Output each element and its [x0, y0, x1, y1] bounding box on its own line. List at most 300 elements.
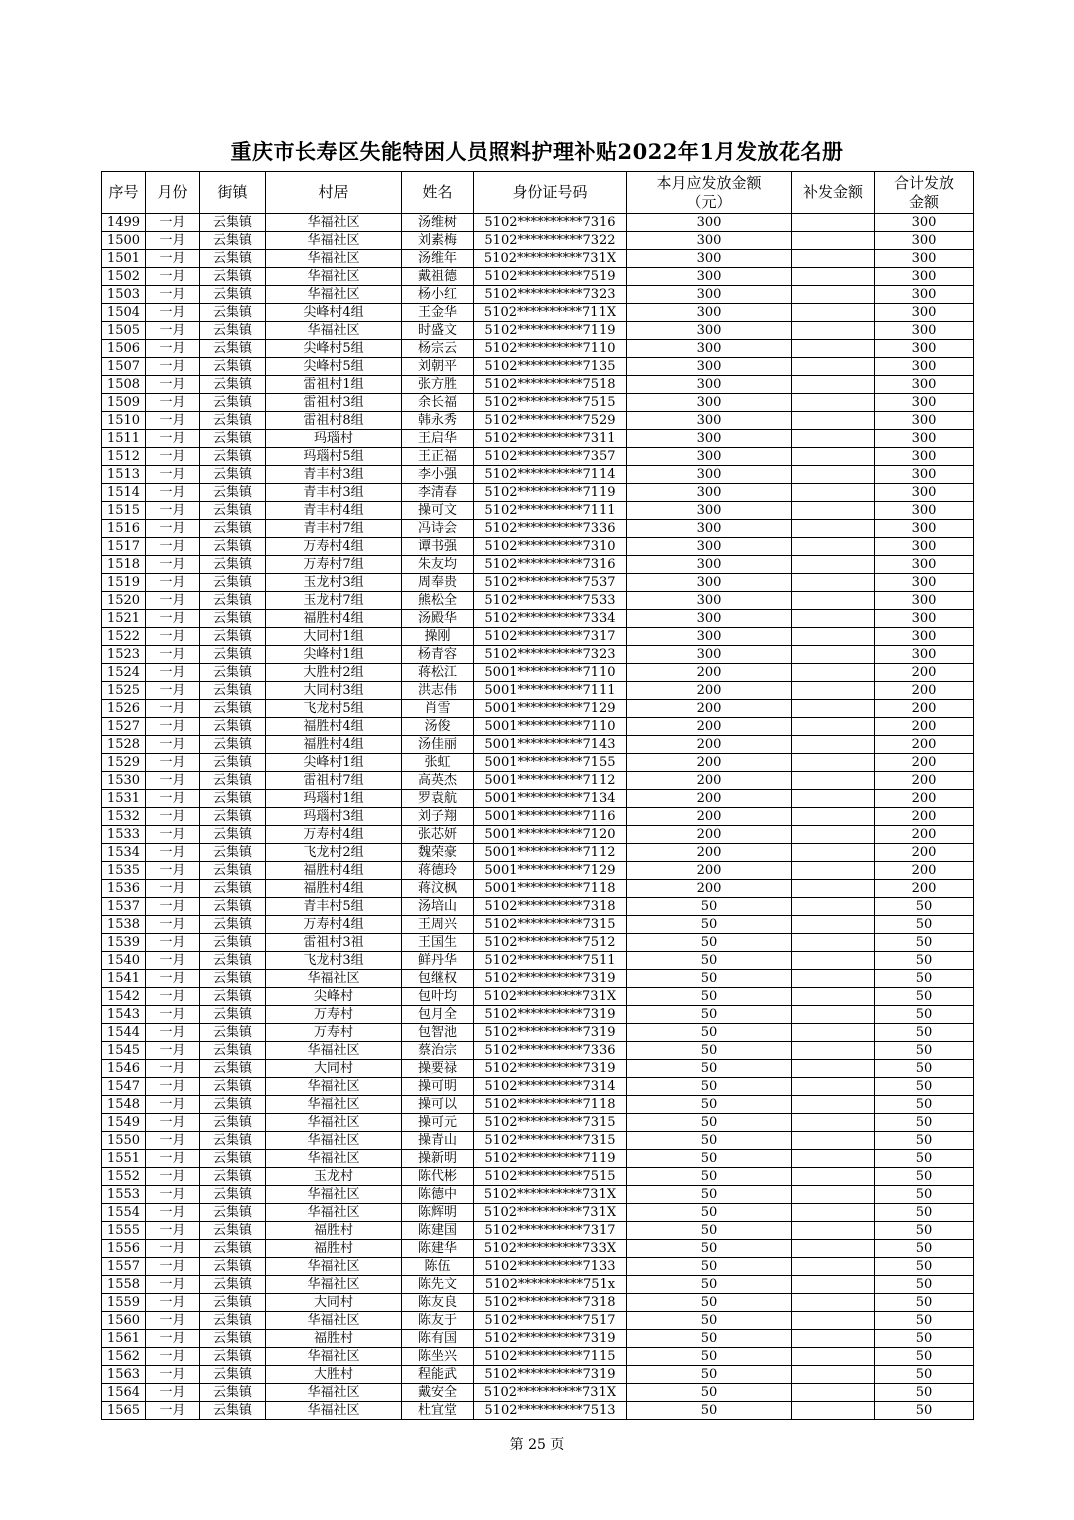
- table-row: [102, 592, 974, 610]
- name-cell: 熊松全: [402, 592, 474, 610]
- table-row: [102, 1312, 974, 1330]
- header-monthly-amount-label: 本月应发放金额（元）: [656, 173, 762, 211]
- town-cell: 云集镇: [200, 1366, 266, 1384]
- total-amount-cell: 300: [875, 268, 974, 286]
- monthly-amount-cell: 300: [627, 394, 792, 412]
- serial-cell: 1524: [102, 664, 146, 682]
- month-cell: 一月: [146, 394, 200, 412]
- table-row: [102, 394, 974, 412]
- town-cell: 云集镇: [200, 700, 266, 718]
- serial-cell: 1536: [102, 880, 146, 898]
- town-cell: 云集镇: [200, 538, 266, 556]
- village-cell: 飞龙村2组: [266, 844, 402, 862]
- town-cell: 云集镇: [200, 1348, 266, 1366]
- monthly-amount-cell: 50: [627, 1348, 792, 1366]
- monthly-amount-cell: 300: [627, 610, 792, 628]
- supplement-amount-cell: [792, 952, 875, 970]
- serial-cell: 1529: [102, 754, 146, 772]
- monthly-amount-cell: 200: [627, 808, 792, 826]
- village-cell: 玉龙村: [266, 1168, 402, 1186]
- id-number-cell: 5001**********7116: [474, 808, 627, 826]
- total-amount-cell: 200: [875, 664, 974, 682]
- town-cell: 云集镇: [200, 610, 266, 628]
- town-cell: 云集镇: [200, 1294, 266, 1312]
- supplement-amount-cell: [792, 466, 875, 484]
- serial-cell: 1515: [102, 502, 146, 520]
- table-row: [102, 268, 974, 286]
- total-amount-cell: 300: [875, 628, 974, 646]
- total-amount-cell: 50: [875, 1024, 974, 1042]
- monthly-amount-cell: 50: [627, 952, 792, 970]
- id-number-cell: 5001**********7129: [474, 700, 627, 718]
- supplement-amount-cell: [792, 502, 875, 520]
- serial-cell: 1531: [102, 790, 146, 808]
- monthly-amount-cell: 50: [627, 1330, 792, 1348]
- table-row: [102, 286, 974, 304]
- supplement-amount-cell: [792, 736, 875, 754]
- total-amount-cell: 300: [875, 592, 974, 610]
- town-cell: 云集镇: [200, 358, 266, 376]
- month-cell: 一月: [146, 1060, 200, 1078]
- header-name: 姓名: [402, 172, 474, 214]
- supplement-amount-cell: [792, 286, 875, 304]
- name-cell: 操可元: [402, 1114, 474, 1132]
- monthly-amount-cell: 200: [627, 718, 792, 736]
- total-amount-cell: 50: [875, 1078, 974, 1096]
- village-cell: 青丰村7组: [266, 520, 402, 538]
- name-cell: 汤佳丽: [402, 736, 474, 754]
- town-cell: 云集镇: [200, 412, 266, 430]
- table-row: [102, 448, 974, 466]
- serial-cell: 1545: [102, 1042, 146, 1060]
- id-number-cell: 5102**********7323: [474, 286, 627, 304]
- table-row: [102, 466, 974, 484]
- town-cell: 云集镇: [200, 448, 266, 466]
- town-cell: 云集镇: [200, 394, 266, 412]
- supplement-amount-cell: [792, 1204, 875, 1222]
- supplement-amount-cell: [792, 538, 875, 556]
- name-cell: 操可明: [402, 1078, 474, 1096]
- month-cell: 一月: [146, 988, 200, 1006]
- header-total-amount: [875, 172, 974, 214]
- serial-cell: 1552: [102, 1168, 146, 1186]
- table-row: [102, 556, 974, 574]
- monthly-amount-cell: 300: [627, 232, 792, 250]
- month-cell: 一月: [146, 934, 200, 952]
- monthly-amount-cell: 300: [627, 628, 792, 646]
- month-cell: 一月: [146, 250, 200, 268]
- serial-cell: 1538: [102, 916, 146, 934]
- monthly-amount-cell: 300: [627, 466, 792, 484]
- name-cell: 包月全: [402, 1006, 474, 1024]
- town-cell: 云集镇: [200, 826, 266, 844]
- total-amount-cell: 50: [875, 1132, 974, 1150]
- supplement-amount-cell: [792, 934, 875, 952]
- monthly-amount-cell: 50: [627, 1384, 792, 1402]
- total-amount-cell: 50: [875, 1312, 974, 1330]
- village-cell: 玛瑙村5组: [266, 448, 402, 466]
- supplement-amount-cell: [792, 340, 875, 358]
- id-number-cell: 5102**********711X: [474, 304, 627, 322]
- table-row: [102, 754, 974, 772]
- serial-cell: 1547: [102, 1078, 146, 1096]
- village-cell: 华福社区: [266, 970, 402, 988]
- id-number-cell: 5102**********7315: [474, 1132, 627, 1150]
- table-row: [102, 1114, 974, 1132]
- document-title: 重庆市长寿区失能特困人员照料护理补贴2022年1月发放花名册: [230, 139, 844, 164]
- name-cell: 洪志伟: [402, 682, 474, 700]
- serial-cell: 1561: [102, 1330, 146, 1348]
- total-amount-cell: 50: [875, 1330, 974, 1348]
- table-row: [102, 1330, 974, 1348]
- village-cell: 飞龙村5组: [266, 700, 402, 718]
- month-cell: 一月: [146, 1186, 200, 1204]
- id-number-cell: 5001**********7120: [474, 826, 627, 844]
- table-row: [102, 1078, 974, 1096]
- total-amount-cell: 300: [875, 484, 974, 502]
- supplement-amount-cell: [792, 844, 875, 862]
- serial-cell: 1546: [102, 1060, 146, 1078]
- monthly-amount-cell: 300: [627, 340, 792, 358]
- month-cell: 一月: [146, 1132, 200, 1150]
- village-cell: 华福社区: [266, 1150, 402, 1168]
- total-amount-cell: 50: [875, 1276, 974, 1294]
- id-number-cell: 5102**********7110: [474, 340, 627, 358]
- village-cell: 尖峰村1组: [266, 646, 402, 664]
- town-cell: 云集镇: [200, 1240, 266, 1258]
- name-cell: 陈友良: [402, 1294, 474, 1312]
- total-amount-cell: 300: [875, 376, 974, 394]
- supplement-amount-cell: [792, 628, 875, 646]
- total-amount-cell: 50: [875, 1384, 974, 1402]
- town-cell: 云集镇: [200, 682, 266, 700]
- table-row: [102, 628, 974, 646]
- monthly-amount-cell: 50: [627, 1024, 792, 1042]
- name-cell: 蒋德玲: [402, 862, 474, 880]
- town-cell: 云集镇: [200, 1168, 266, 1186]
- supplement-amount-cell: [792, 880, 875, 898]
- table-row: [102, 430, 974, 448]
- id-number-cell: 5102**********7322: [474, 232, 627, 250]
- monthly-amount-cell: 300: [627, 250, 792, 268]
- monthly-amount-cell: 300: [627, 556, 792, 574]
- month-cell: 一月: [146, 682, 200, 700]
- total-amount-cell: 50: [875, 1060, 974, 1078]
- table-row: [102, 718, 974, 736]
- village-cell: 华福社区: [266, 286, 402, 304]
- monthly-amount-cell: 300: [627, 412, 792, 430]
- supplement-amount-cell: [792, 898, 875, 916]
- id-number-cell: 5102**********7119: [474, 1150, 627, 1168]
- monthly-amount-cell: 50: [627, 1312, 792, 1330]
- month-cell: 一月: [146, 970, 200, 988]
- serial-cell: 1555: [102, 1222, 146, 1240]
- supplement-amount-cell: [792, 232, 875, 250]
- village-cell: 华福社区: [266, 232, 402, 250]
- id-number-cell: 5102**********7311: [474, 430, 627, 448]
- table-body: [102, 214, 974, 1420]
- town-cell: 云集镇: [200, 1312, 266, 1330]
- name-cell: 陈坐兴: [402, 1348, 474, 1366]
- month-cell: 一月: [146, 466, 200, 484]
- table-row: [102, 646, 974, 664]
- serial-cell: 1505: [102, 322, 146, 340]
- month-cell: 一月: [146, 1168, 200, 1186]
- serial-cell: 1558: [102, 1276, 146, 1294]
- month-cell: 一月: [146, 898, 200, 916]
- village-cell: 华福社区: [266, 1132, 402, 1150]
- monthly-amount-cell: 200: [627, 664, 792, 682]
- name-cell: 罗袁航: [402, 790, 474, 808]
- month-cell: 一月: [146, 664, 200, 682]
- town-cell: 云集镇: [200, 1132, 266, 1150]
- supplement-amount-cell: [792, 268, 875, 286]
- total-amount-cell: 200: [875, 754, 974, 772]
- supplement-amount-cell: [792, 916, 875, 934]
- monthly-amount-cell: 50: [627, 1186, 792, 1204]
- month-cell: 一月: [146, 952, 200, 970]
- supplement-amount-cell: [792, 1132, 875, 1150]
- header-town: 街镇: [200, 172, 266, 214]
- month-cell: 一月: [146, 376, 200, 394]
- supplement-amount-cell: [792, 700, 875, 718]
- serial-cell: 1540: [102, 952, 146, 970]
- month-cell: 一月: [146, 358, 200, 376]
- month-cell: 一月: [146, 1222, 200, 1240]
- table-row: [102, 1006, 974, 1024]
- village-cell: 华福社区: [266, 1276, 402, 1294]
- name-cell: 杜宜堂: [402, 1402, 474, 1420]
- supplement-amount-cell: [792, 1312, 875, 1330]
- table-row: [102, 700, 974, 718]
- monthly-amount-cell: 50: [627, 934, 792, 952]
- monthly-amount-cell: 50: [627, 1168, 792, 1186]
- supplement-amount-cell: [792, 592, 875, 610]
- id-number-cell: 5102**********7319: [474, 1330, 627, 1348]
- serial-cell: 1518: [102, 556, 146, 574]
- village-cell: 大同村: [266, 1060, 402, 1078]
- serial-cell: 1554: [102, 1204, 146, 1222]
- town-cell: 云集镇: [200, 898, 266, 916]
- id-number-cell: 5102**********7529: [474, 412, 627, 430]
- village-cell: 大同村1组: [266, 628, 402, 646]
- total-amount-cell: 50: [875, 1240, 974, 1258]
- month-cell: 一月: [146, 844, 200, 862]
- id-number-cell: 5102**********7111: [474, 502, 627, 520]
- monthly-amount-cell: 300: [627, 502, 792, 520]
- total-amount-cell: 50: [875, 1348, 974, 1366]
- monthly-amount-cell: 50: [627, 1006, 792, 1024]
- month-cell: 一月: [146, 826, 200, 844]
- serial-cell: 1564: [102, 1384, 146, 1402]
- supplement-amount-cell: [792, 1276, 875, 1294]
- table-row: [102, 1060, 974, 1078]
- monthly-amount-cell: 50: [627, 1222, 792, 1240]
- supplement-amount-cell: [792, 646, 875, 664]
- supplement-amount-cell: [792, 1096, 875, 1114]
- table-row: [102, 988, 974, 1006]
- month-cell: 一月: [146, 1096, 200, 1114]
- name-cell: 余长福: [402, 394, 474, 412]
- name-cell: 蒋松江: [402, 664, 474, 682]
- monthly-amount-cell: 300: [627, 574, 792, 592]
- village-cell: 华福社区: [266, 1384, 402, 1402]
- table-row: [102, 340, 974, 358]
- village-cell: 福胜村: [266, 1222, 402, 1240]
- id-number-cell: 5102**********7114: [474, 466, 627, 484]
- village-cell: 华福社区: [266, 1204, 402, 1222]
- name-cell: 蔡治宗: [402, 1042, 474, 1060]
- monthly-amount-cell: 300: [627, 376, 792, 394]
- town-cell: 云集镇: [200, 376, 266, 394]
- id-number-cell: 5001**********7110: [474, 664, 627, 682]
- town-cell: 云集镇: [200, 1042, 266, 1060]
- id-number-cell: 5102**********7319: [474, 1024, 627, 1042]
- town-cell: 云集镇: [200, 862, 266, 880]
- village-cell: 雷祖村3组: [266, 394, 402, 412]
- name-cell: 陈友于: [402, 1312, 474, 1330]
- table-row: [102, 1366, 974, 1384]
- town-cell: 云集镇: [200, 970, 266, 988]
- name-cell: 汤维树: [402, 214, 474, 232]
- village-cell: 福胜村4组: [266, 880, 402, 898]
- total-amount-cell: 50: [875, 1402, 974, 1420]
- month-cell: 一月: [146, 1348, 200, 1366]
- serial-cell: 1537: [102, 898, 146, 916]
- name-cell: 程能武: [402, 1366, 474, 1384]
- village-cell: 雷祖村8组: [266, 412, 402, 430]
- id-number-cell: 5102**********7316: [474, 214, 627, 232]
- month-cell: 一月: [146, 556, 200, 574]
- serial-cell: 1532: [102, 808, 146, 826]
- village-cell: 玛瑙村3组: [266, 808, 402, 826]
- village-cell: 雷祖村1组: [266, 376, 402, 394]
- table-row: [102, 502, 974, 520]
- id-number-cell: 5102**********7119: [474, 322, 627, 340]
- name-cell: 张芯妍: [402, 826, 474, 844]
- serial-cell: 1559: [102, 1294, 146, 1312]
- village-cell: 华福社区: [266, 1312, 402, 1330]
- town-cell: 云集镇: [200, 1024, 266, 1042]
- village-cell: 万寿村7组: [266, 556, 402, 574]
- supplement-amount-cell: [792, 394, 875, 412]
- table-row: [102, 808, 974, 826]
- month-cell: 一月: [146, 412, 200, 430]
- village-cell: 华福社区: [266, 322, 402, 340]
- supplement-amount-cell: [792, 1168, 875, 1186]
- village-cell: 华福社区: [266, 268, 402, 286]
- town-cell: 云集镇: [200, 880, 266, 898]
- town-cell: 云集镇: [200, 1276, 266, 1294]
- town-cell: 云集镇: [200, 214, 266, 232]
- serial-cell: 1510: [102, 412, 146, 430]
- id-number-cell: 5001**********7118: [474, 880, 627, 898]
- monthly-amount-cell: 300: [627, 430, 792, 448]
- serial-cell: 1527: [102, 718, 146, 736]
- total-amount-cell: 50: [875, 970, 974, 988]
- town-cell: 云集镇: [200, 1330, 266, 1348]
- id-number-cell: 5102**********7336: [474, 1042, 627, 1060]
- monthly-amount-cell: 200: [627, 754, 792, 772]
- town-cell: 云集镇: [200, 232, 266, 250]
- month-cell: 一月: [146, 772, 200, 790]
- header-serial: 序号: [102, 172, 146, 214]
- name-cell: 韩永秀: [402, 412, 474, 430]
- total-amount-cell: 300: [875, 520, 974, 538]
- name-cell: 魏荣豪: [402, 844, 474, 862]
- month-cell: 一月: [146, 1114, 200, 1132]
- town-cell: 云集镇: [200, 646, 266, 664]
- name-cell: 汤俊: [402, 718, 474, 736]
- village-cell: 玉龙村7组: [266, 592, 402, 610]
- id-number-cell: 5001**********7143: [474, 736, 627, 754]
- town-cell: 云集镇: [200, 250, 266, 268]
- village-cell: 青丰村3组: [266, 484, 402, 502]
- id-number-cell: 5102**********7317: [474, 1222, 627, 1240]
- village-cell: 大胜村2组: [266, 664, 402, 682]
- supplement-amount-cell: [792, 1366, 875, 1384]
- name-cell: 王启华: [402, 430, 474, 448]
- name-cell: 陈建国: [402, 1222, 474, 1240]
- page-number: 第 25 页: [509, 1437, 565, 1453]
- supplement-amount-cell: [792, 322, 875, 340]
- monthly-amount-cell: 50: [627, 1240, 792, 1258]
- total-amount-cell: 200: [875, 772, 974, 790]
- name-cell: 刘子翔: [402, 808, 474, 826]
- table-row: [102, 358, 974, 376]
- village-cell: 玛瑙村1组: [266, 790, 402, 808]
- name-cell: 杨小红: [402, 286, 474, 304]
- month-cell: 一月: [146, 1294, 200, 1312]
- name-cell: 杨宗云: [402, 340, 474, 358]
- month-cell: 一月: [146, 610, 200, 628]
- town-cell: 云集镇: [200, 1006, 266, 1024]
- monthly-amount-cell: 50: [627, 1060, 792, 1078]
- serial-cell: 1530: [102, 772, 146, 790]
- serial-cell: 1543: [102, 1006, 146, 1024]
- village-cell: 尖峰村5组: [266, 358, 402, 376]
- supplement-amount-cell: [792, 772, 875, 790]
- town-cell: 云集镇: [200, 1384, 266, 1402]
- supplement-amount-cell: [792, 862, 875, 880]
- monthly-amount-cell: 50: [627, 988, 792, 1006]
- name-cell: 张方胜: [402, 376, 474, 394]
- supplement-amount-cell: [792, 214, 875, 232]
- table-row: [102, 1096, 974, 1114]
- supplement-amount-cell: [792, 1060, 875, 1078]
- monthly-amount-cell: 200: [627, 790, 792, 808]
- name-cell: 操刚: [402, 628, 474, 646]
- table-row: [102, 1240, 974, 1258]
- month-cell: 一月: [146, 700, 200, 718]
- village-cell: 万寿村4组: [266, 826, 402, 844]
- table-row: [102, 1276, 974, 1294]
- month-cell: 一月: [146, 1330, 200, 1348]
- id-number-cell: 5102**********751x: [474, 1276, 627, 1294]
- total-amount-cell: 50: [875, 1006, 974, 1024]
- id-number-cell: 5102**********7133: [474, 1258, 627, 1276]
- id-number-cell: 5102**********731X: [474, 1384, 627, 1402]
- name-cell: 操要禄: [402, 1060, 474, 1078]
- serial-cell: 1542: [102, 988, 146, 1006]
- name-cell: 刘素梅: [402, 232, 474, 250]
- village-cell: 万寿村4组: [266, 916, 402, 934]
- id-number-cell: 5001**********7129: [474, 862, 627, 880]
- name-cell: 操青山: [402, 1132, 474, 1150]
- table-row: [102, 1186, 974, 1204]
- name-cell: 陈代彬: [402, 1168, 474, 1186]
- serial-cell: 1517: [102, 538, 146, 556]
